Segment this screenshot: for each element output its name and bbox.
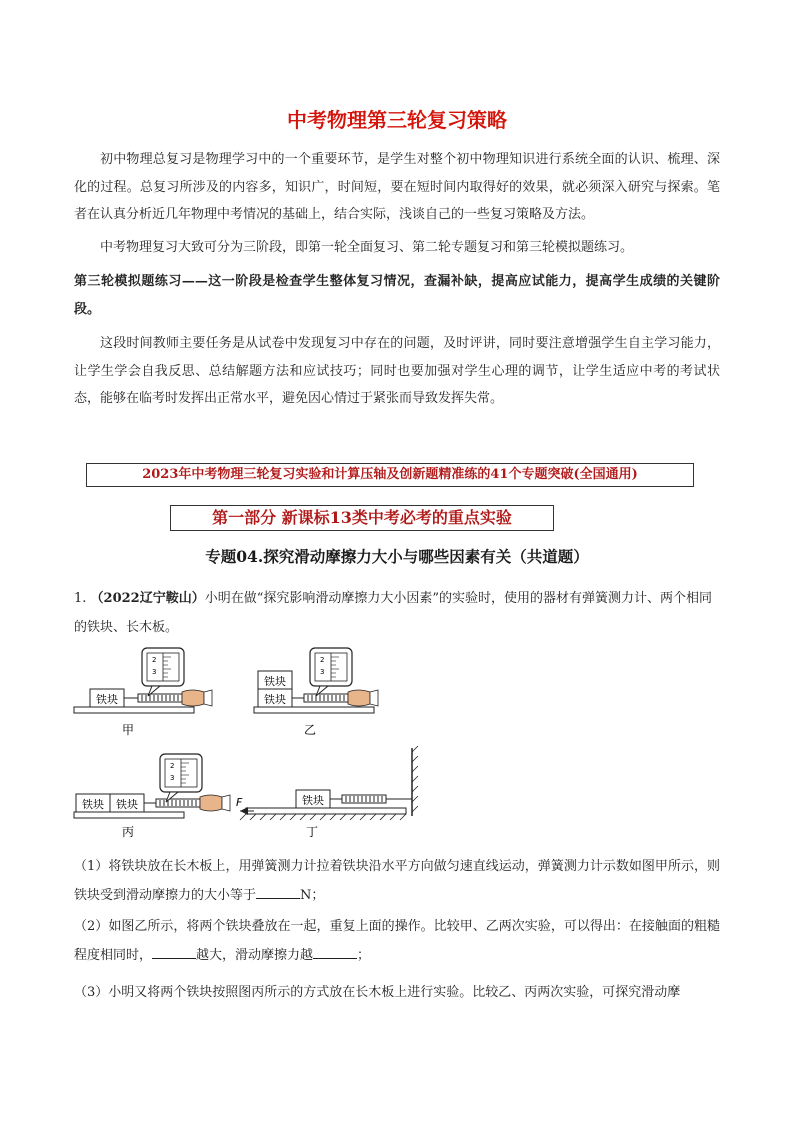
sub-question-2-text: （2）如图乙所示，将两个铁块叠放在一起，重复上面的操作。比较甲、乙两次实验，可以得出：在接触面的粗糙程度相同时， xyxy=(74,919,720,963)
setup-yi xyxy=(254,648,378,737)
topic-title: 专题04.探究滑动摩擦力大小与哪些因素有关（共道题） xyxy=(205,547,589,566)
setup-bing xyxy=(74,754,230,839)
sub-question-1 xyxy=(74,852,720,910)
question-number: 1. xyxy=(74,591,87,606)
answer-blank[interactable] xyxy=(152,946,196,959)
gauge-tick: 3 xyxy=(320,668,325,676)
force-label: F xyxy=(236,796,243,809)
gauge-tick: 3 xyxy=(152,668,157,676)
setup-ding xyxy=(236,746,418,839)
block-label: 铁块 xyxy=(116,798,138,811)
figure-label-bing: 丙 xyxy=(121,825,135,839)
sub-question-2-end: ； xyxy=(357,948,371,963)
sub-question-2-mid: 越大，滑动摩擦力越 xyxy=(196,948,314,963)
sub-question-1-unit: N； xyxy=(300,888,325,903)
block-label: 铁块 xyxy=(302,794,324,807)
figure-label-ding: 丁 xyxy=(305,825,319,839)
answer-blank[interactable] xyxy=(313,946,357,959)
answer-blank[interactable] xyxy=(256,886,300,899)
intro-paragraph-1: 初中物理总复习是物理学习中的一个重要环节，是学生对整个初中物理知识进行系统全面的认识、梳理、深化的过程。总复习所涉及的内容多，知识广，时间短，要在短时间内取得好的效果，就必须深入研究与探索。笔者在认真分析近几年物理中考情况的基础上，结合实际，浅谈自己的一些复习策略及方法。 xyxy=(74,152,720,222)
question-text: 小明在做“探究影响滑动摩擦力大小因素”的实验时，使用的器材有弹簧测力计、两个相同的铁块、长木板。 xyxy=(74,591,713,635)
intro-paragraph-4: 这段时间教师主要任务是从试卷中发现复习中存在的问题，及时评讲，同时要注意增强学生自主学习能力，让学生学会自我反思、总结解题方法和应试技巧；同时也要加强对学生心理的调节，让学生适应中考的考试状态，能够在临考时发挥出正常水平，避免因心情过于紧张而导致发挥失常。 xyxy=(74,336,720,406)
gauge-tick: 2 xyxy=(170,762,175,770)
gauge-tick: 2 xyxy=(152,656,157,664)
gauge-tick: 2 xyxy=(320,656,325,664)
block-label: 铁块 xyxy=(264,693,286,706)
figure-label-yi: 乙 xyxy=(303,723,317,737)
gauge-tick: 3 xyxy=(170,774,175,782)
setup-jia xyxy=(74,648,212,737)
sub-question-2 xyxy=(74,912,720,970)
block-label: 铁块 xyxy=(264,675,286,688)
question-1 xyxy=(74,584,720,642)
block-label: 铁块 xyxy=(82,798,104,811)
experiment-figure xyxy=(70,640,430,850)
question-source: （2022辽宁鞍山） xyxy=(90,591,205,606)
intro-paragraph-3: 第三轮模拟题练习——这一阶段是检查学生整体复习情况，查漏补缺，提高应试能力，提高学生成绩的关键阶段。 xyxy=(74,274,720,317)
sub-question-1-text: （1）将铁块放在长木板上，用弹簧测力计拉着铁块沿水平方向做匀速直线运动，弹簧测力计示数如图甲所示，则铁块受到滑动摩擦力的大小等于 xyxy=(74,859,720,903)
figure-label-jia: 甲 xyxy=(121,723,135,737)
block-label: 铁块 xyxy=(96,693,118,706)
series-banner: 2023年中考物理三轮复习实验和计算压轴及创新题精准练的41个专题突破(全国通用) xyxy=(86,463,694,487)
part-title: 第一部分 新课标13类中考必考的重点实验 xyxy=(170,505,554,531)
sub-question-3: （3）小明又将两个铁块按照图丙所示的方式放在长木板上进行实验。比较乙、丙两次实验，可探究滑动摩 xyxy=(74,985,681,1000)
intro-paragraph-2: 中考物理复习大致可分为三阶段，即第一轮全面复习、第二轮专题复习和第三轮模拟题练习。 xyxy=(100,240,634,255)
page-title: 中考物理第三轮复习策略 xyxy=(287,108,507,132)
